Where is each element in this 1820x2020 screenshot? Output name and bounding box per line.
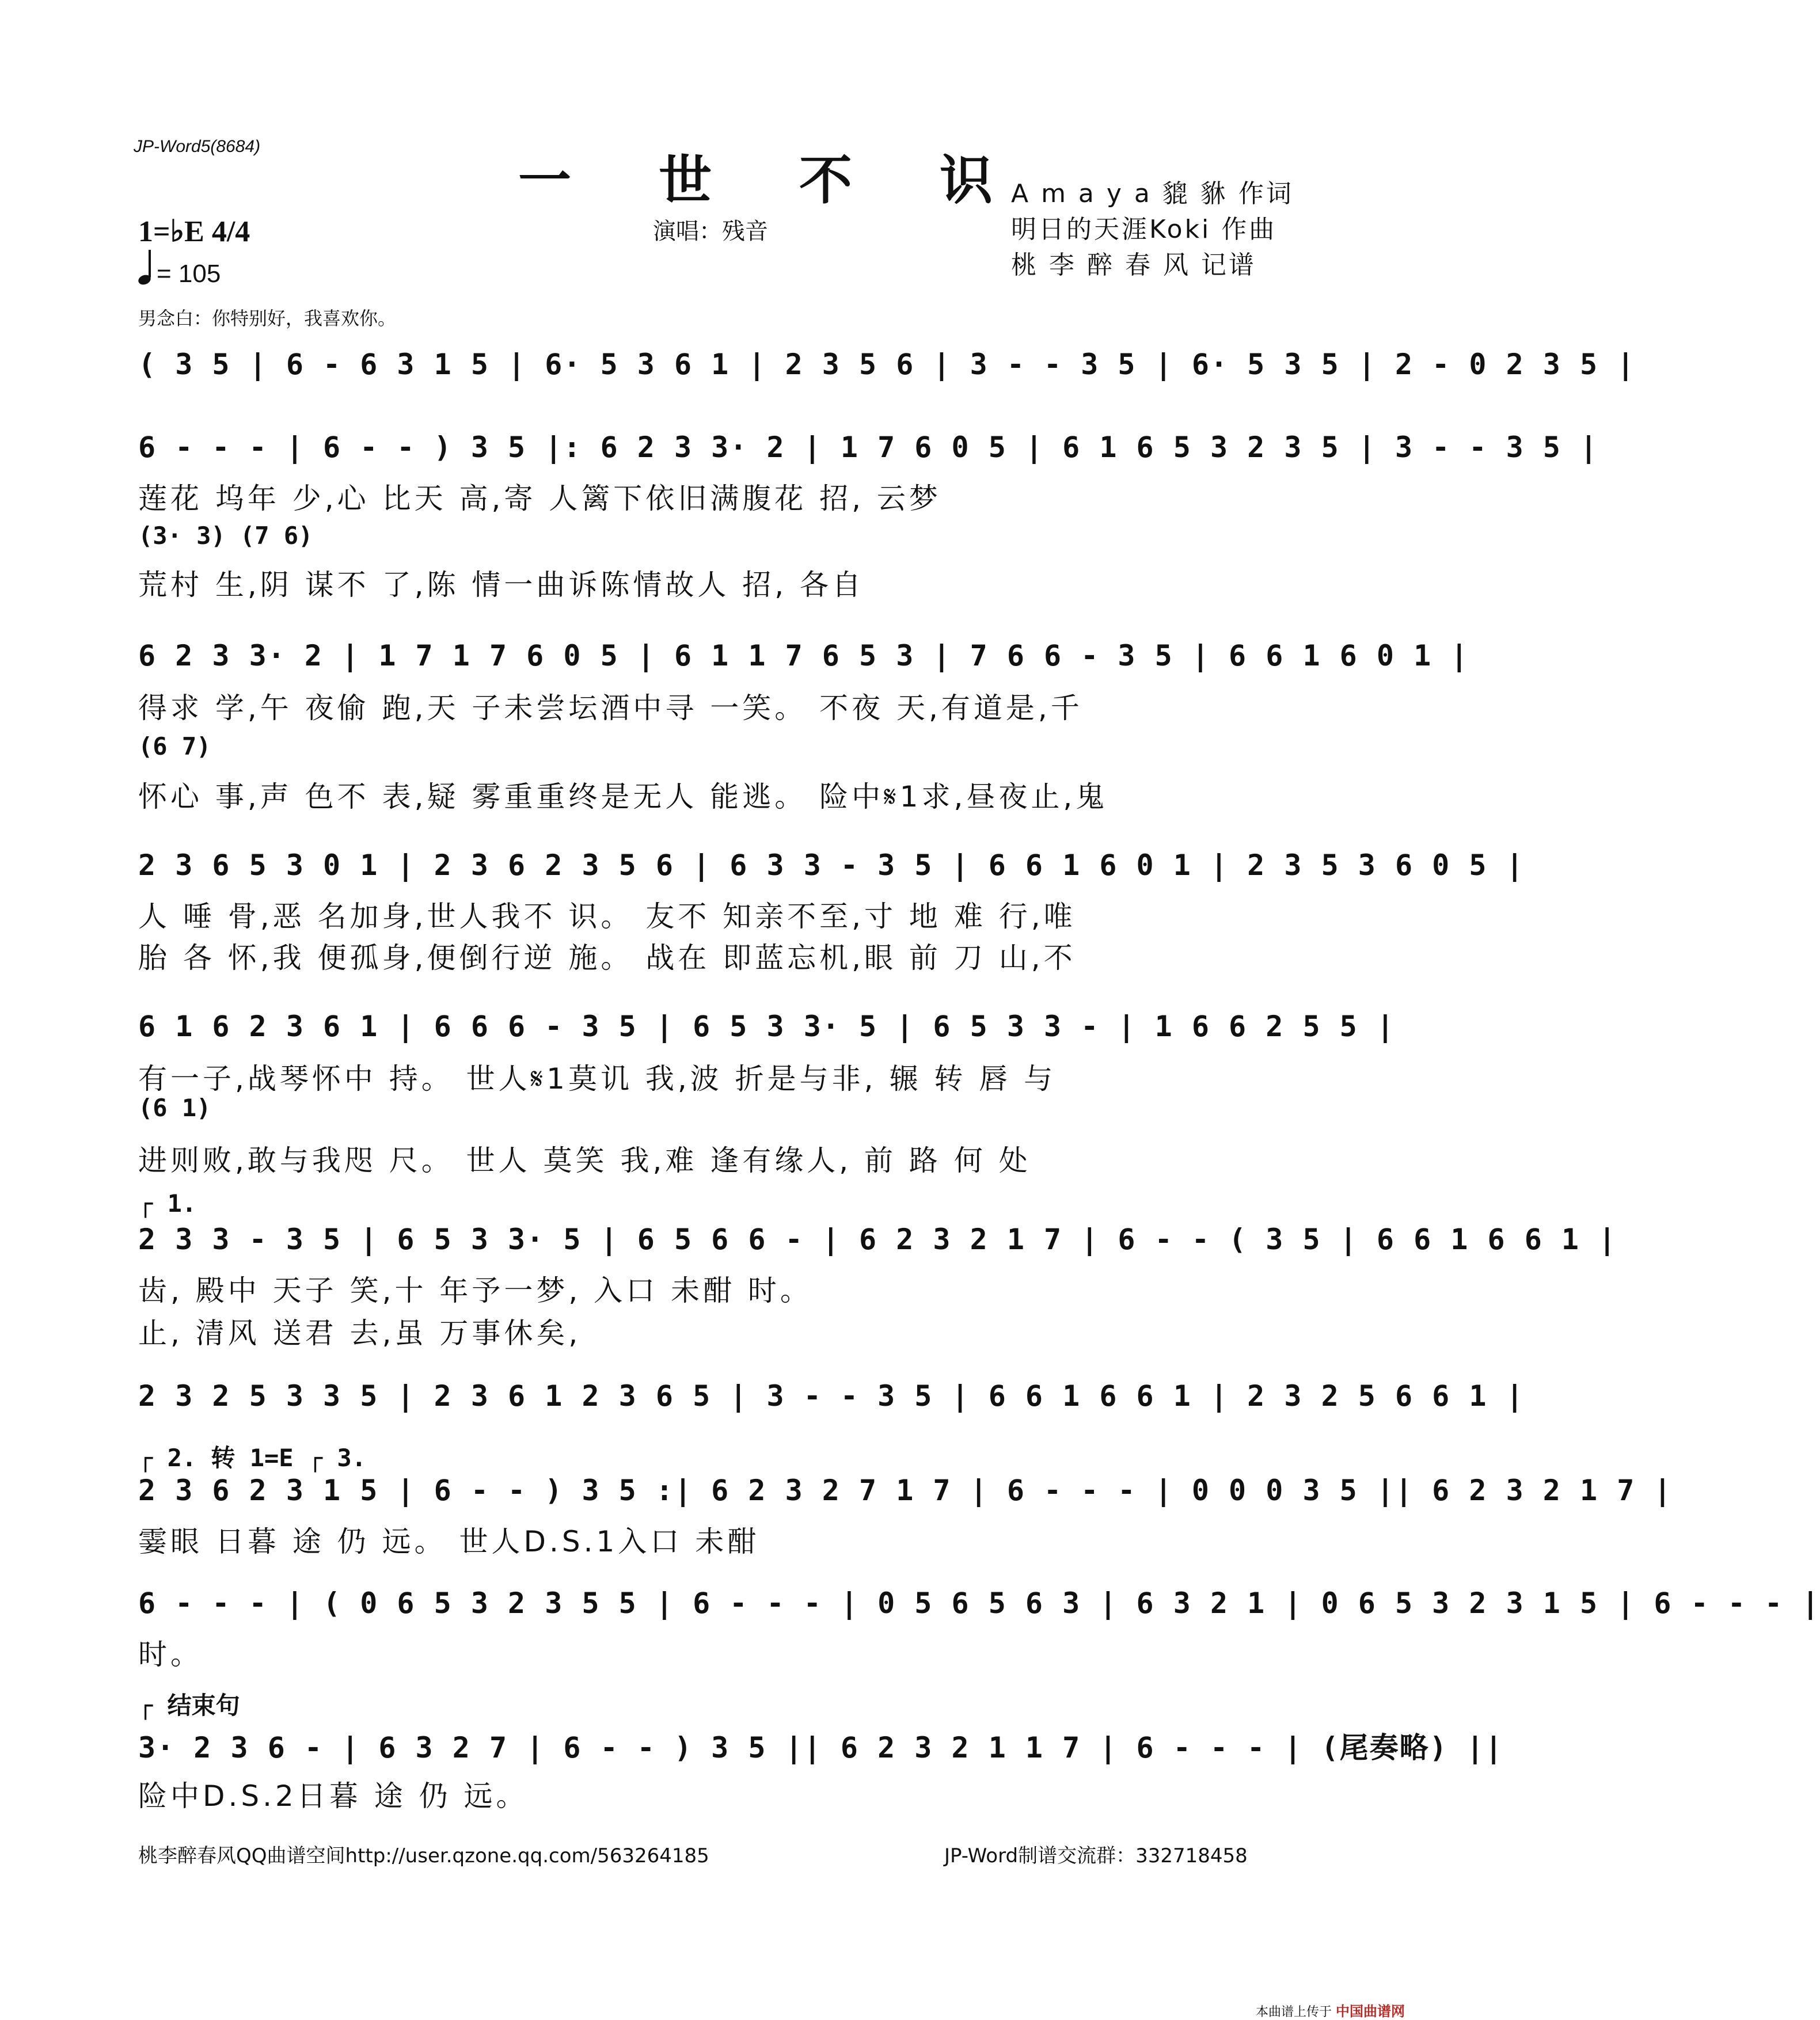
- key-signature: 1=♭E 4/4: [138, 215, 250, 248]
- footer-source: 桃李醉春风QQ曲谱空间http://user.qzone.qq.com/563264185: [138, 1844, 709, 1867]
- lyric-line: 得求 学,午 夜偷 跑,天 子未尝坛酒中寻 一笑。 不夜 天,有道是,千: [138, 691, 1083, 725]
- ornament-line: (6 1): [138, 1094, 211, 1122]
- singer-credit: 演唱：残音: [653, 218, 768, 245]
- lyric-line: 齿, 殿中 天子 笑,十 年予一梦, 入口 未酣 时。: [138, 1274, 812, 1307]
- ornament-line: (6 7): [138, 732, 211, 760]
- upload-site: 中国曲谱网: [1336, 2003, 1405, 2019]
- lyric-line: 胎 各 怀,我 便孤身,便倒行逆 施。 战在 即蓝忘机,眼 前 刀 山,不: [138, 941, 1076, 975]
- music-line: 6 - - - | 6 - - ) 3 5 |: 6 2 3 3· 2 | 1 7 6 0 5 | 6 1 6 5 3 2 3 5 | 3 - - 3 5 |: [138, 431, 1599, 464]
- music-line: 6 1 6 2 3 6 1 | 6 6 6 - 3 5 | 6 5 3 3· 5 | 6 5 3 3 - | 1 6 6 2 5 5 |: [138, 1010, 1395, 1043]
- music-line: 2 3 6 2 3 1 5 | 6 - - ) 3 5 :| 6 2 3 2 7 1 7 | 6 - - - | 0 0 0 3 5 || 6 2 3 2 1 7 |: [138, 1474, 1673, 1507]
- footer-group: JP-Word制谱交流群：332718458: [944, 1844, 1248, 1867]
- volta-marking: ┌ 2. 转 1=E ┌ 3.: [138, 1444, 367, 1472]
- transcriber-credit: 桃 李 醉 春 风 记谱: [1011, 250, 1256, 280]
- composer-credit: 明日的天涯Koki 作曲: [1011, 215, 1277, 244]
- ending-marking: ┌ 结束句: [138, 1691, 240, 1720]
- lyric-line: 霎眼 日暮 途 仍 远。 世人D.S.1入口 未酣: [138, 1525, 760, 1558]
- music-line: 3· 2 3 6 - | 6 3 2 7 | 6 - - ) 3 5 || 6 2 3 2 1 1 7 | 6 - - - | (尾奏略) ||: [138, 1731, 1504, 1764]
- lyric-line: 莲花 坞年 少,心 比天 高,寄 人篱下依旧满腹花 招, 云梦: [138, 482, 941, 515]
- lyric-line: 止, 清风 送君 去,虽 万事休矣,: [138, 1317, 582, 1350]
- lyric-line: 进则败,敢与我咫 尺。 世人 莫笑 我,难 逢有缘人, 前 路 何 处: [138, 1144, 1031, 1177]
- lyric-line: 险中D.S.2日暮 途 仍 远。: [138, 1779, 529, 1813]
- song-title: 一 世 不 识: [518, 150, 1028, 211]
- tempo-marking: [138, 254, 221, 288]
- music-line: 6 - - - | ( 0 6 5 3 2 3 5 5 | 6 - - - | 0 5 6 5 6 3 | 6 3 2 1 | 0 6 5 3 2 3 1 5 | 6 - - - |: [138, 1587, 1820, 1620]
- music-line: 6 2 3 3· 2 | 1 7 1 7 6 0 5 | 6 1 1 7 6 5 3 | 7 6 6 - 3 5 | 6 6 1 6 0 1 |: [138, 639, 1469, 672]
- ornament-line: (3· 3) (7 6): [138, 522, 313, 550]
- music-line: 2 3 2 5 3 3 5 | 2 3 6 1 2 3 6 5 | 3 - - 3 5 | 6 6 1 6 6 1 | 2 3 2 5 6 6 1 |: [138, 1379, 1525, 1413]
- upload-prefix: 本曲谱上传于: [1255, 2005, 1332, 2019]
- tempo-value: = 105: [157, 260, 221, 288]
- lyric-line: 荒村 生,阴 谋不 了,陈 情一曲诉陈情故人 招, 各自: [138, 568, 865, 602]
- music-line: ( 3 5 | 6 - 6 3 1 5 | 6· 5 3 6 1 | 2 3 5 6 | 3 - - 3 5 | 6· 5 3 5 | 2 - 0 2 3 5 |: [138, 348, 1636, 381]
- lyric-line: 人 唾 骨,恶 名加身,世人我不 识。 友不 知亲不至,寸 地 难 行,唯: [138, 900, 1076, 933]
- music-line: 2 3 6 5 3 0 1 | 2 3 6 2 3 5 6 | 6 3 3 - 3 5 | 6 6 1 6 0 1 | 2 3 5 3 6 0 5 |: [138, 849, 1525, 882]
- lyric-line: 怀心 事,声 色不 表,疑 雾重重终是无人 能逃。 险中𝄋1求,昼夜止,鬼: [138, 780, 1108, 813]
- upload-watermark: [1256, 2000, 1405, 2020]
- lyricist-credit: A m a y a 貔 貅 作词: [1011, 179, 1294, 208]
- lyric-line: 有一子,战琴怀中 持。 世人𝄋1莫讥 我,波 折是与非, 辗 转 唇 与: [138, 1062, 1057, 1095]
- spoken-monologue: 男念白：你特别好，我喜欢你。: [138, 307, 397, 329]
- lyric-line: 时。: [138, 1638, 203, 1671]
- music-line: 2 3 3 - 3 5 | 6 5 3 3· 5 | 6 5 6 6 - | 6 2 3 2 1 7 | 6 - - ( 3 5 | 6 6 1 6 6 1 |: [138, 1223, 1617, 1256]
- software-label: JP-Word5(8684): [134, 137, 261, 156]
- volta-marking: ┌ 1.: [138, 1189, 197, 1218]
